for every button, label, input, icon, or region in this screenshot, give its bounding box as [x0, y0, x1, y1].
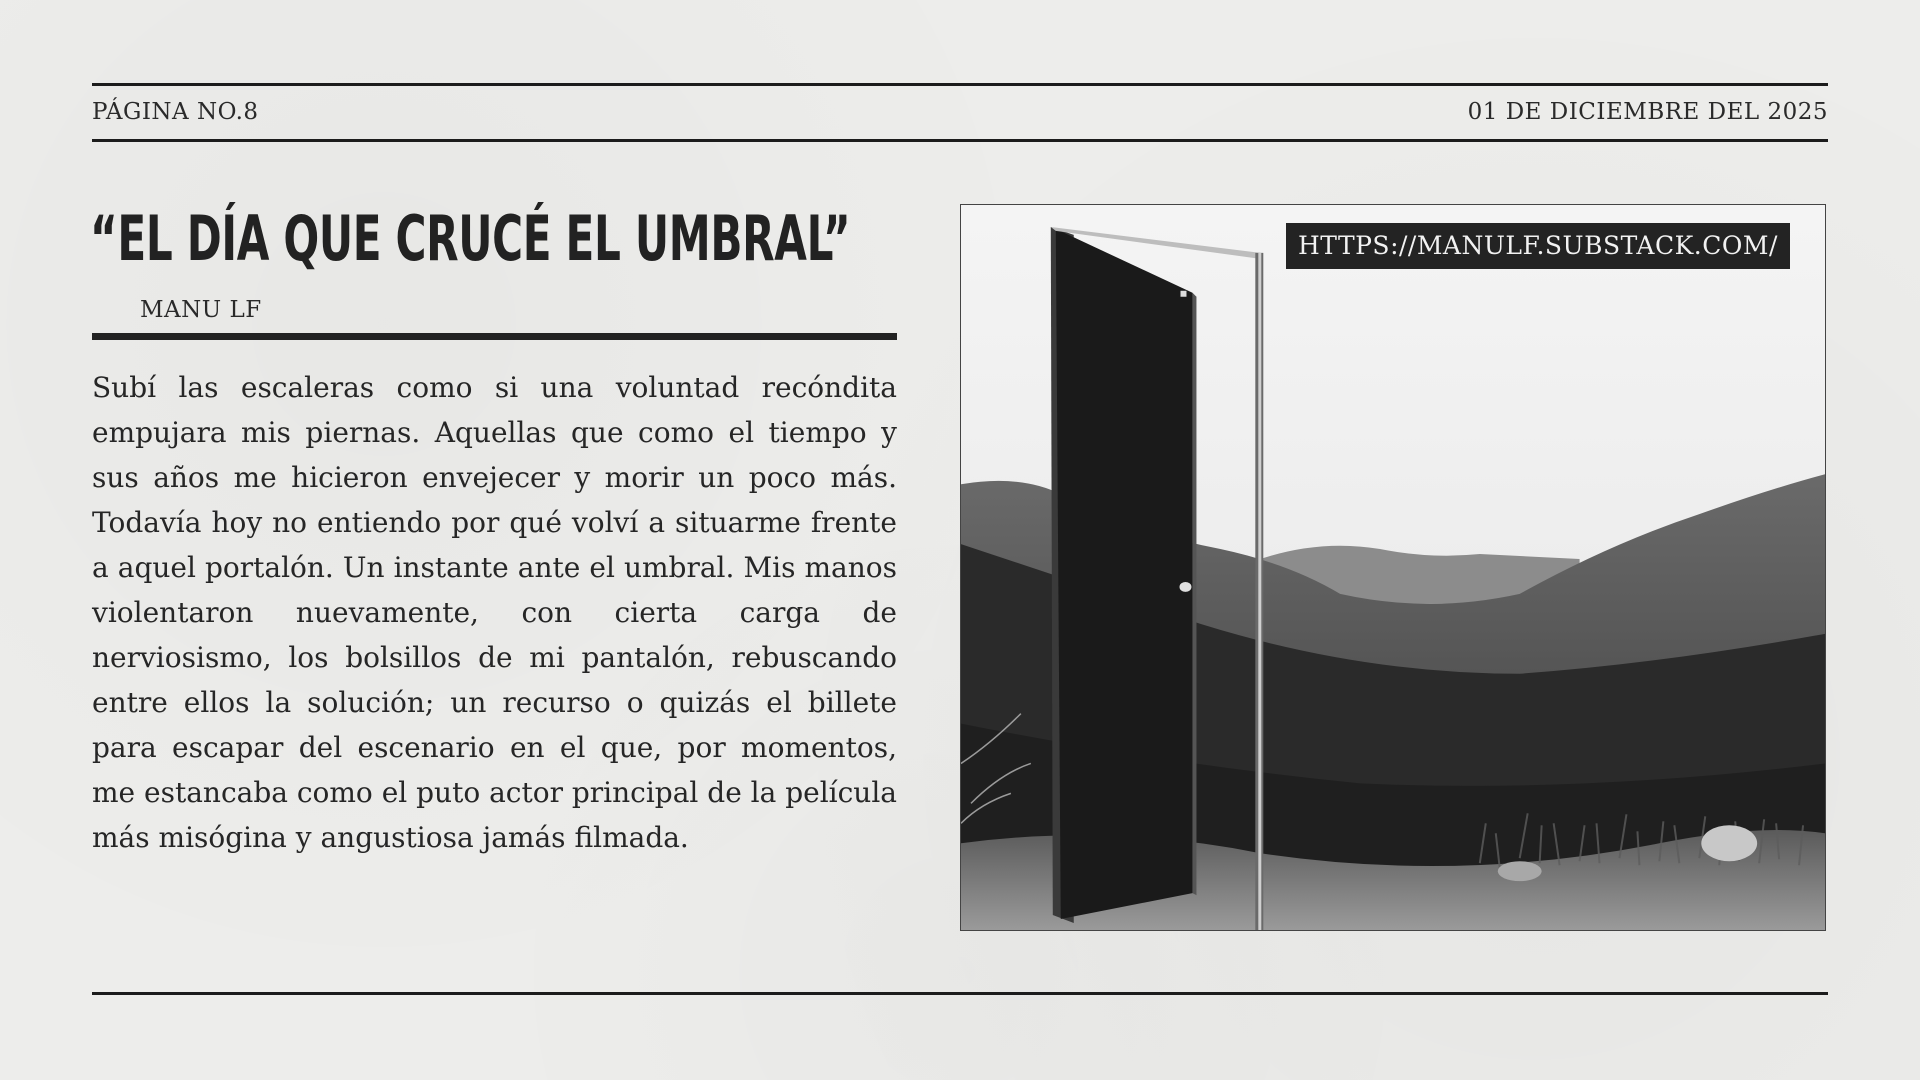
door-photo — [960, 204, 1826, 931]
footer-rule — [92, 992, 1828, 995]
article-author: MANU LF — [140, 297, 262, 323]
substack-url-badge[interactable]: HTTPS://MANULF.SUBSTACK.COM/ — [1286, 223, 1790, 269]
page-number: PÁGINA NO.8 — [92, 99, 259, 125]
article-body: Subí las escaleras como si una voluntad recóndita empujara mis piernas. Aquellas que como el tiempo y sus años me hicieron envejecer y morir un poco más. Todavía hoy no entiendo por qué volví a situarme frente a aquel portalón. Un instante ante el umbral. Mis manos violentaron nuevamente, con cierta carga de nerviosismo, los bolsillos de mi pantalón, rebuscando entre ellos la solución; un recurso o quizás el billete para escapar del escenario en el que, por momentos, me estancaba como el puto actor principal de la película más misógina y angustiosa jamás filmada. — [92, 371, 897, 854]
article-title: “EL DÍA QUE CRUCÉ EL UMBRAL” — [90, 202, 851, 275]
header-bottom-rule — [92, 139, 1828, 142]
title-divider — [92, 333, 897, 340]
issue-date: 01 DE DICIEMBRE DEL 2025 — [1467, 99, 1828, 125]
header-top-rule — [92, 83, 1828, 86]
